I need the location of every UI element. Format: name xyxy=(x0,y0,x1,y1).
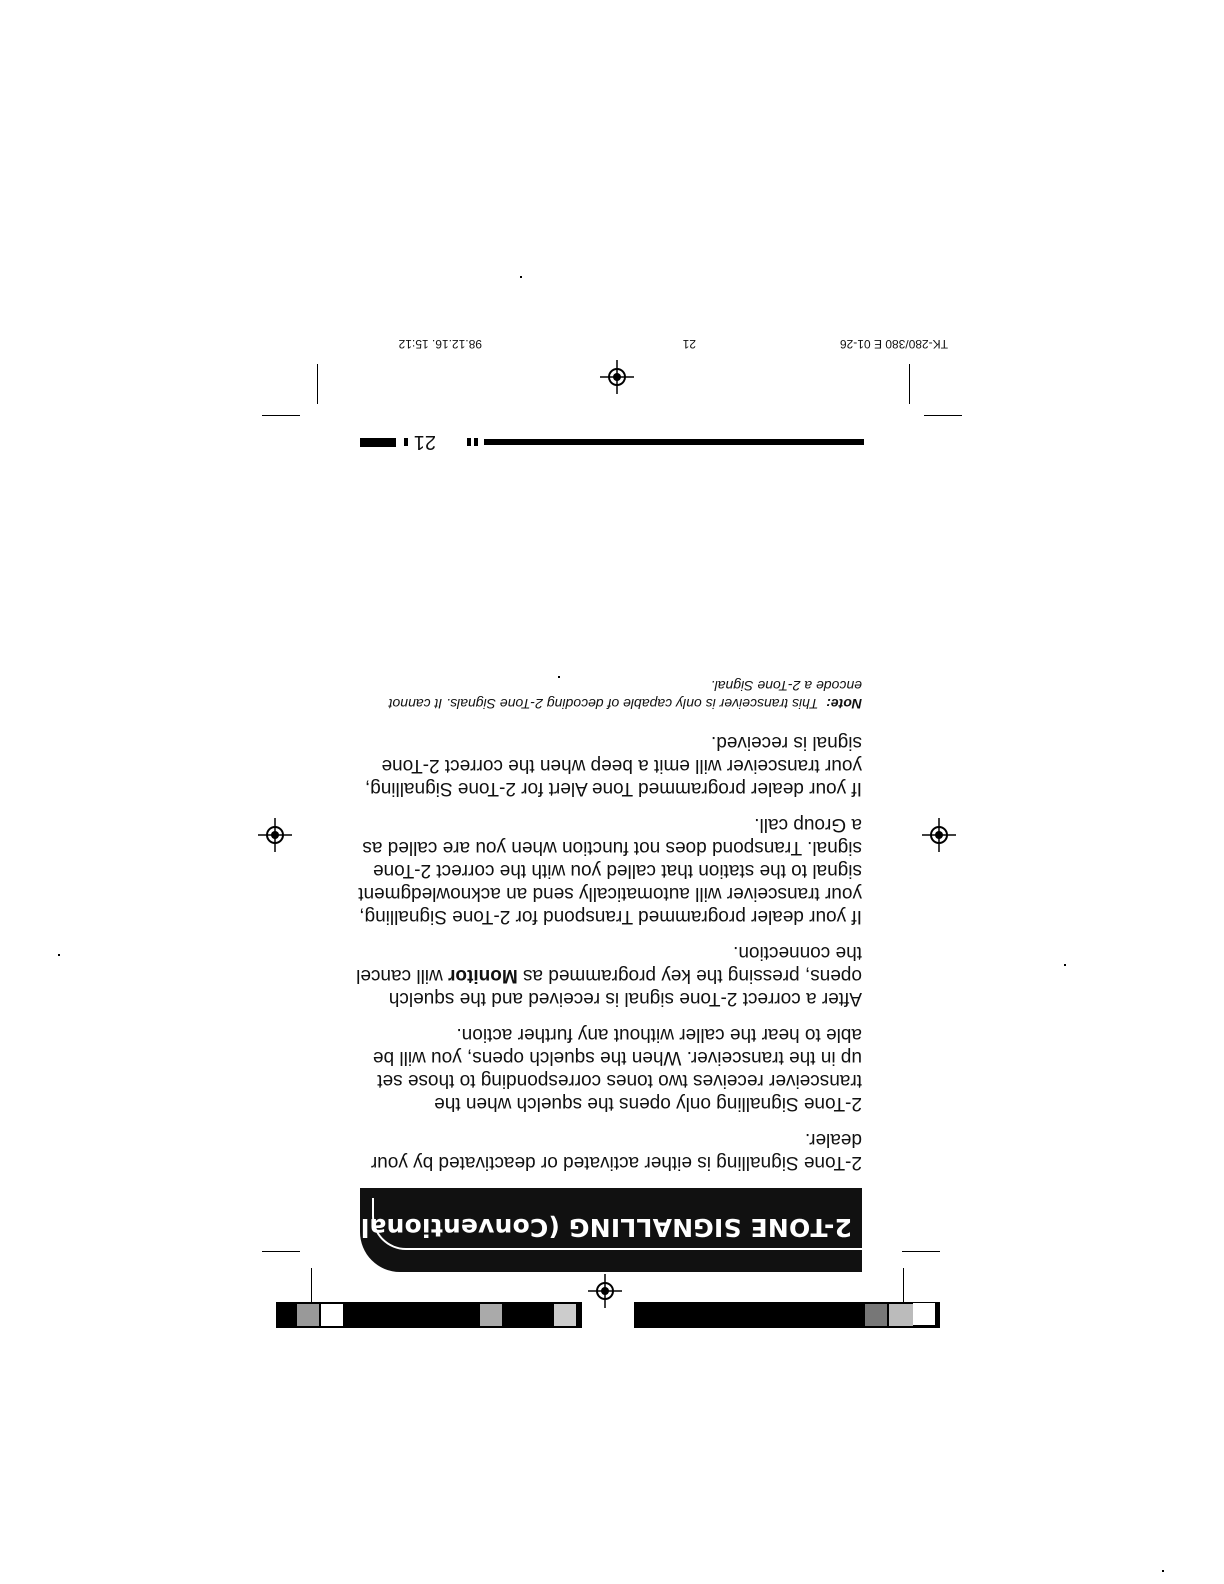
paragraph-monitor: After a correct 2-Tone signal is received and the squelch opens, pressing the key programmed as Monitor will cancel the connection. xyxy=(356,942,862,1009)
paragraph: If your dealer programmed Transpond for 2-Tone Signalling, your transceiver will automatically send an acknowledgment signal to the station that called you with the correct 2-Tone signal. Transpond does not function when you are called as a Group call. xyxy=(358,814,862,927)
body-text xyxy=(352,677,862,1174)
registration-mark-icon xyxy=(600,360,634,394)
paragraph: 2-Tone Signalling only opens the squelch when the transceiver receives two tones corresponding to those set up in the transceiver. When the squelch opens, you will be able to hear the caller without any further action. xyxy=(372,1024,862,1114)
registration-mark-icon xyxy=(922,818,956,852)
crop-mark xyxy=(909,364,910,404)
crop-mark xyxy=(903,1268,904,1304)
crop-mark xyxy=(924,415,962,416)
crop-mark xyxy=(902,1251,940,1252)
note-label: Note: xyxy=(826,696,862,712)
section-heading-banner xyxy=(238,1188,862,1272)
note-text: This transceiver is only capable of decoding 2-Tone Signals. It cannot encode a 2-Tone Signal. xyxy=(388,678,862,712)
color-bar-left xyxy=(634,1302,940,1328)
print-slug-left: TK-280/380 E 01-26 xyxy=(839,337,948,351)
registration-mark-icon xyxy=(258,818,292,852)
print-slug-right: 98.12.16. 15:12 xyxy=(398,337,482,351)
crop-mark xyxy=(262,1251,300,1252)
color-bar-right xyxy=(276,1302,582,1328)
page-number: 21 xyxy=(413,431,436,453)
crop-mark xyxy=(311,1268,312,1304)
section-heading: 2-TONE SIGNALLING (Conventional Format) xyxy=(238,1213,852,1242)
crop-mark xyxy=(317,364,318,404)
page-footer-rule xyxy=(359,431,864,453)
registration-mark-icon xyxy=(588,1274,622,1308)
note xyxy=(352,677,862,713)
monitor-key-label: Monitor xyxy=(448,965,518,986)
paragraph: 2-Tone Signalling is either activated or deactivated by your dealer. xyxy=(370,1129,862,1173)
paragraph: If your dealer programmed Tone Alert for 2-Tone Signalling, your transceiver will emit a beep when the correct 2-Tone signal is received. xyxy=(364,732,862,799)
crop-mark xyxy=(262,415,300,416)
print-slug-center: 21 xyxy=(682,337,696,351)
